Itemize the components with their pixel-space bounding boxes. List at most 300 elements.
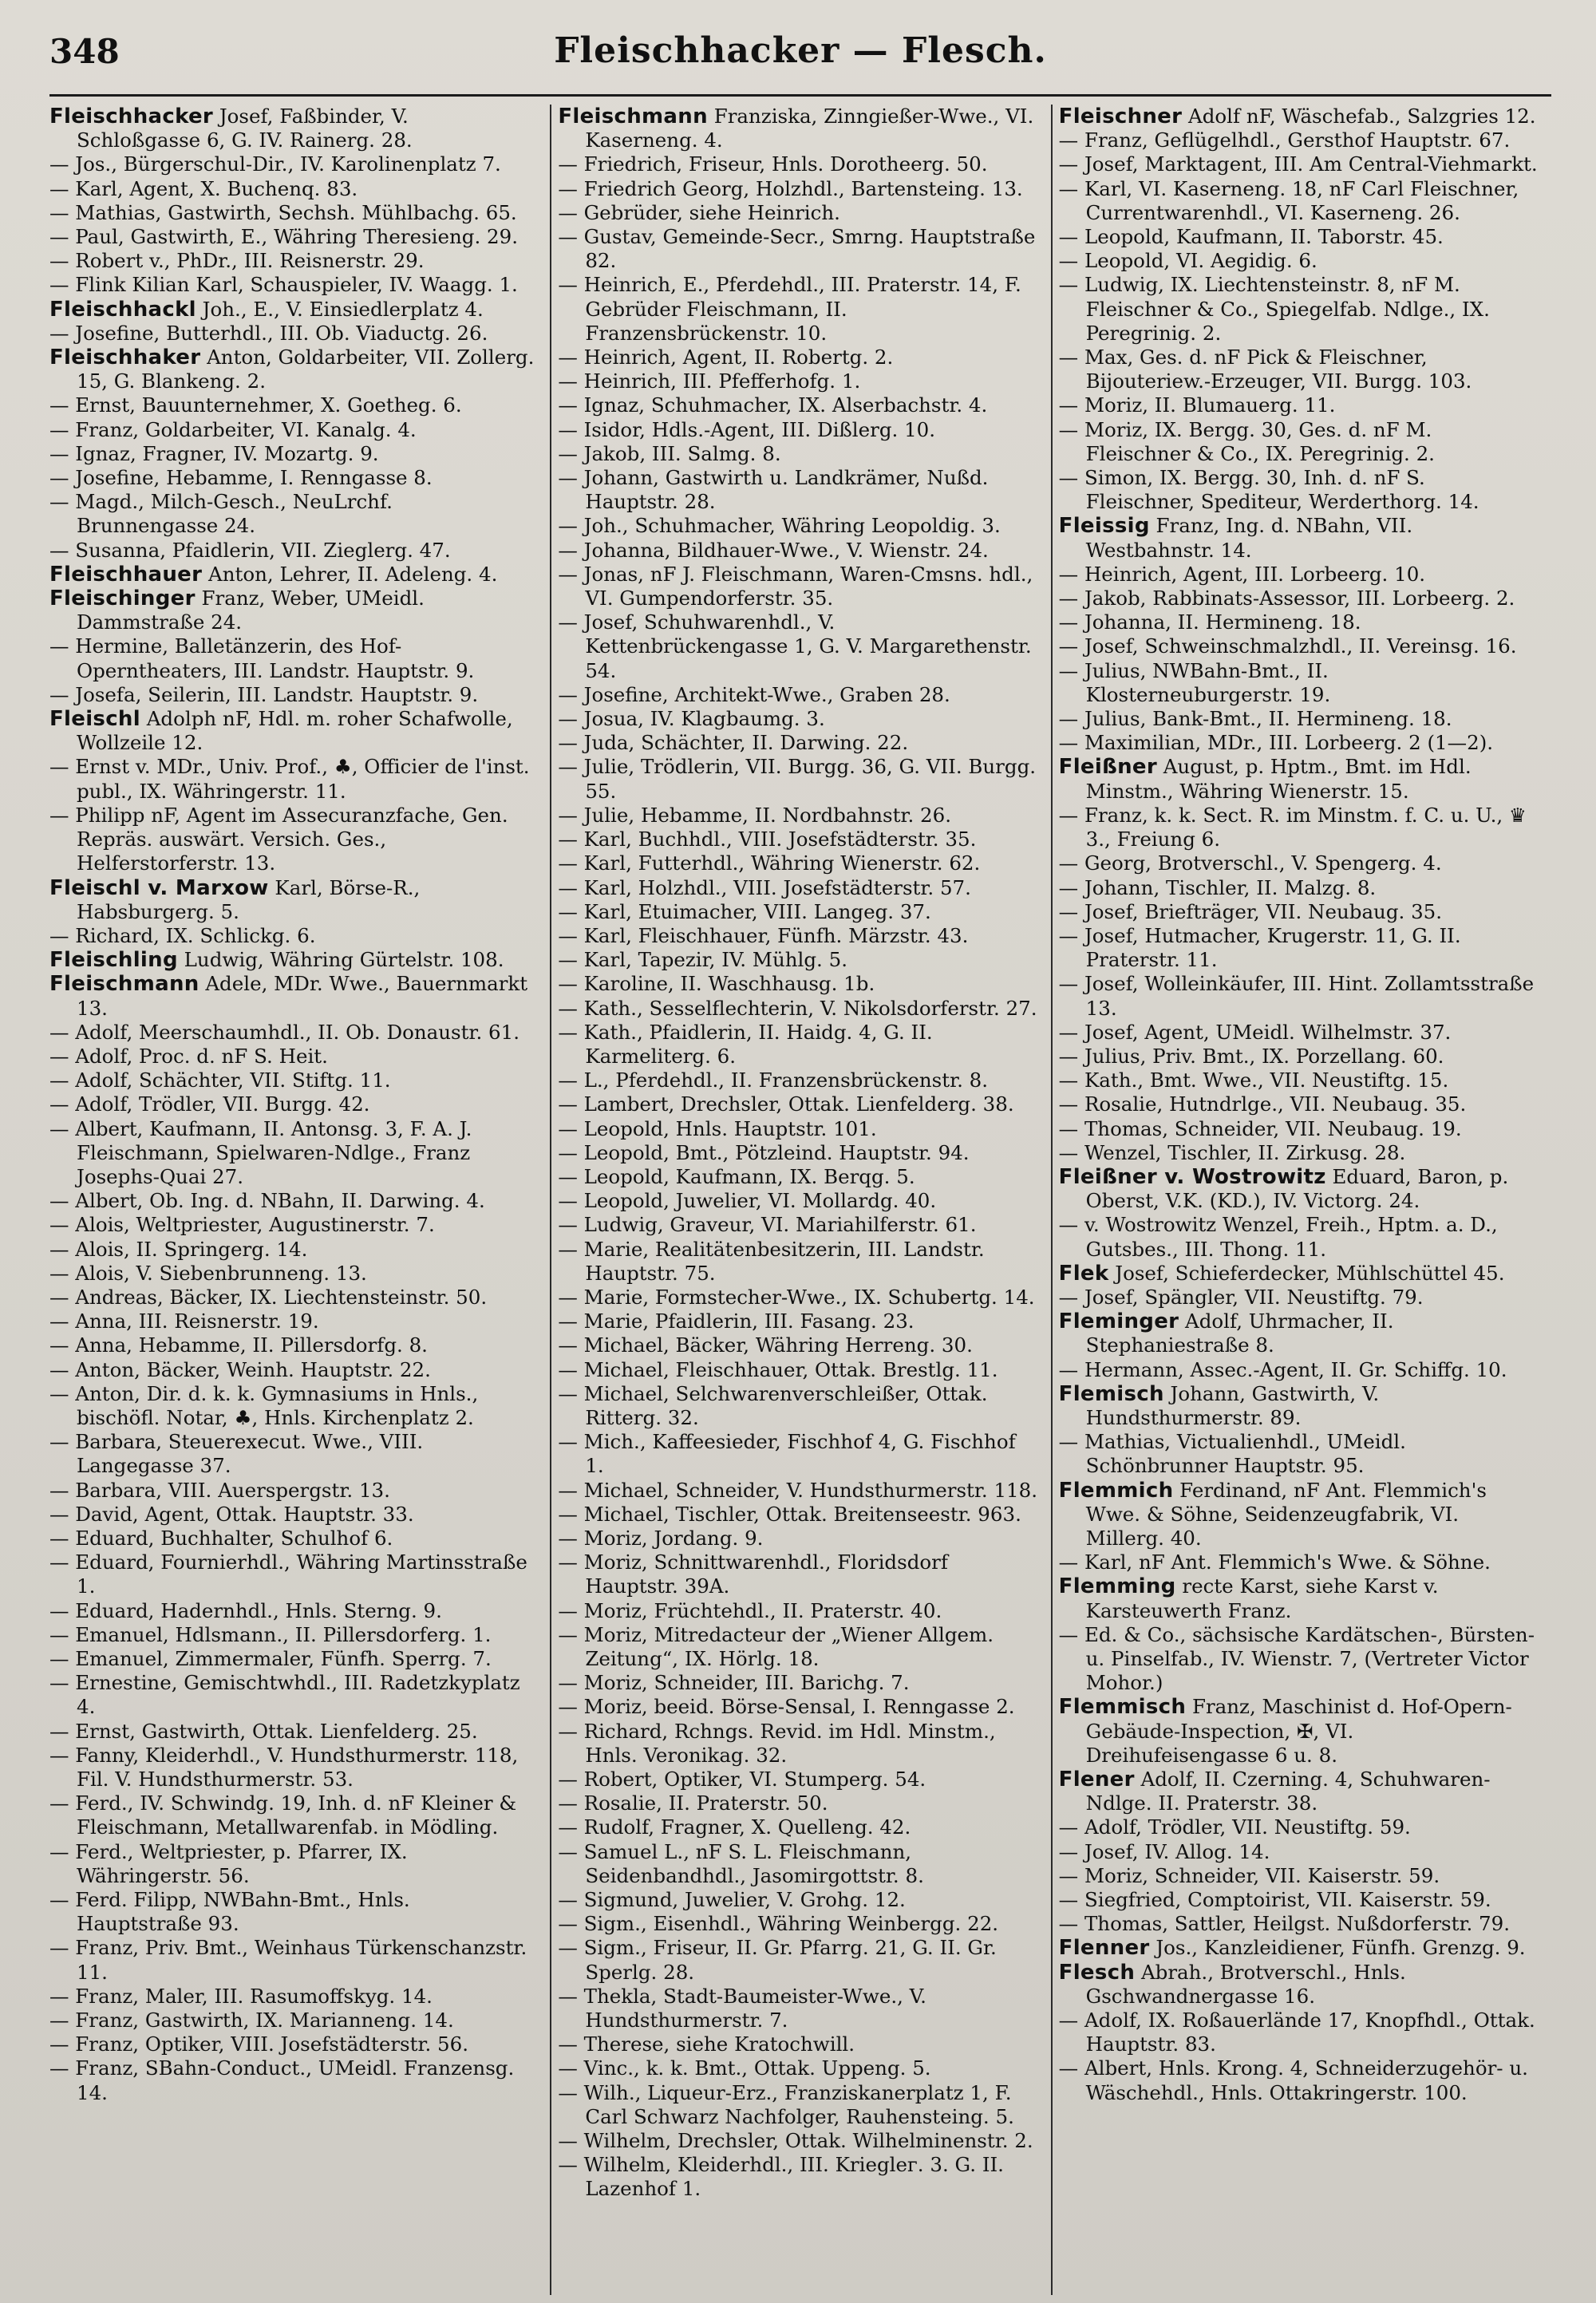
entry-text: — Josua, IV. Klagbaumg. 3. [558, 707, 825, 731]
directory-entry [558, 1430, 1037, 1478]
directory-entry [1059, 1479, 1539, 1551]
column-3 [1051, 105, 1551, 2295]
entry-text: Adele, MDr. Wwe., Bauernmarkt 13. [77, 972, 528, 1020]
entry-text: — v. Wostrowitz Wenzel, Freih., Hptm. a. D., Gutsbes., III. Thong. 11. [1058, 1213, 1498, 1261]
directory-entry [1059, 1382, 1539, 1430]
surname-heading: Fleischner [1058, 105, 1183, 128]
directory-entry [1059, 418, 1539, 466]
entry-text: — Karl, Etuimacher, VIII. Langeg. 37. [558, 899, 931, 923]
entry-text: — Anna, Hebamme, II. Pillersdorfg. 8. [49, 1333, 428, 1357]
entry-text: — L., Pferdehdl., II. Franzensbrückenstr. 8. [558, 1069, 989, 1092]
directory-entry [49, 1333, 537, 1357]
entry-text: Anton, Goldarbeiter, VII. Zollerg. 15, G. Blankeng. 2. [77, 346, 535, 393]
entry-text: — Moriz, Schneider, VII. Kaiserstr. 59. [1058, 1863, 1440, 1887]
directory-entry [49, 563, 537, 587]
column-1 [49, 105, 550, 2295]
directory-entry [558, 1720, 1037, 1768]
directory-columns [49, 105, 1551, 2295]
directory-entry [558, 1623, 1037, 1671]
entry-text: — Franz, Goldarbeiter, VI. Kanalg. 4. [49, 417, 417, 441]
directory-entry [1059, 1623, 1539, 1696]
entry-text: — Julius, Priv. Bmt., IX. Porzellang. 60. [1058, 1044, 1444, 1068]
entry-text: — Leopold, Bmt., Pötzleind. Hauptstr. 94. [558, 1140, 970, 1164]
directory-entry [49, 972, 537, 1020]
surname-heading: Flener [1058, 1768, 1135, 1792]
directory-entry [558, 1141, 1037, 1165]
entry-text: — Gustav, Gemeinde-Secr., Smrng. Hauptstraße 82. [558, 225, 1036, 273]
directory-entry [49, 1840, 537, 1888]
entry-text: — Leopold, Juwelier, VI. Mollardg. 40. [558, 1189, 937, 1213]
entry-text: Ludwig, Währing Gürtelstr. 108. [177, 948, 504, 972]
directory-entry [49, 2009, 537, 2032]
directory-entry [558, 225, 1037, 273]
directory-entry [558, 900, 1037, 924]
directory-entry [1059, 972, 1539, 1020]
surname-heading: Fleischhaker [49, 346, 201, 370]
entry-text: Adolph nF, Hdl. m. roher Schafwolle, Wollzeile 12. [77, 707, 513, 755]
column-2 [550, 105, 1050, 2295]
entry-text: Joh., E., V. Einsiedlerplatz 4. [196, 297, 484, 321]
entry-text: — Moriz, Früchtehdl., II. Praterstr. 40. [558, 1598, 942, 1622]
entry-text: — Albert, Hnls. Krong. 4, Schneiderzugehör- u. Wäschehdl., Hnls. Ottakringerstr. 100. [1058, 2056, 1528, 2104]
directory-entry [1059, 924, 1539, 972]
entry-text: — Wilhelm, Drechsler, Ottak. Wilhelminenstr. 2. [558, 2129, 1033, 2153]
directory-entry [49, 1936, 537, 1984]
directory-entry [49, 1238, 537, 1262]
entry-text: — Michael, Selchwarenverschleißer, Ottak. Ritterg. 32. [558, 1381, 988, 1429]
directory-entry [558, 1069, 1037, 1092]
entry-text: — Ferd., IV. Schwindg. 19, Inh. d. nF Kleiner & Fleischmann, Metallwarenfab. in Mödling. [49, 1791, 517, 1839]
entry-text: — Ignaz, Schuhmacher, IX. Alserbachstr. 4. [558, 393, 988, 417]
entry-text: — Johann, Gastwirth u. Landkrämer, Nußd. Hauptstr. 28. [558, 466, 989, 514]
entry-text: — Adolf, Proc. d. nF S. Heit. [49, 1044, 328, 1068]
directory-entry [1059, 225, 1539, 249]
directory-entry [49, 1117, 537, 1190]
entry-text: — Thomas, Schneider, VII. Neubaug. 19. [1058, 1116, 1462, 1140]
entry-text: — Josefine, Architekt-Wwe., Graben 28. [558, 682, 950, 706]
entry-text: — Wilh., Liqueur-Erz., Franziskanerplatz 1, F. Carl Schwarz Nachfolger, Rauhensteing. 5. [558, 2080, 1014, 2128]
entry-text: — Wenzel, Tischler, II. Zirkusg. 28. [1058, 1140, 1406, 1164]
directory-entry [1059, 514, 1539, 562]
surname-heading: Fleischhacker [49, 105, 214, 128]
entry-text: — Juda, Schächter, II. Darwing. 22. [558, 731, 909, 755]
entry-text: — Julius, Bank-Bmt., II. Hermineng. 18. [1058, 707, 1452, 731]
directory-entry [49, 876, 537, 924]
directory-entry [49, 1671, 537, 1719]
entry-text: — Flink Kilian Karl, Schauspieler, IV. Waagg. 1. [49, 273, 518, 297]
directory-entry [49, 273, 537, 297]
directory-entry [1059, 1768, 1539, 1815]
directory-entry [49, 1599, 537, 1623]
entry-text: — Johanna, Bildhauer-Wwe., V. Wienstr. 24. [558, 538, 989, 562]
entry-text: — Karoline, II. Waschhausg. 1b. [558, 972, 875, 996]
directory-entry [1059, 1262, 1539, 1286]
directory-entry [49, 804, 537, 876]
entry-text: — Kath., Sesselflechterin, V. Nikolsdorferstr. 27. [558, 996, 1037, 1020]
directory-entry [558, 610, 1037, 683]
directory-entry [49, 1069, 537, 1092]
directory-entry [49, 490, 537, 538]
entry-text: — Richard, Rchngs. Revid. im Hdl. Minstm., Hnls. Veronikag. 32. [558, 1719, 996, 1767]
entry-text: Eduard, Baron, p. Oberst, V.K. (KD.), IV. Victorg. 24. [1085, 1164, 1509, 1213]
directory-entry [1059, 152, 1539, 176]
entry-text: — Alois, II. Springerg. 14. [49, 1237, 308, 1261]
surname-heading: Flesch [1058, 1960, 1136, 1985]
directory-entry [558, 828, 1037, 851]
entry-text: — Julius, NWBahn-Bmt., II. Klosterneuburgerstr. 19. [1058, 658, 1331, 706]
entry-text: Franz, Ing. d. NBahn, VII. Westbahnstr. 14. [1085, 514, 1413, 562]
directory-entry [1059, 876, 1539, 900]
entry-text: — Thomas, Sattler, Heilgst. Nußdorferstr. 79. [1058, 1912, 1511, 1936]
entry-text: — Josef, Wolleinkäufer, III. Hint. Zollamtsstraße 13. [1058, 972, 1535, 1020]
entry-text: — Friedrich Georg, Holzhdl., Bartensteing. 13. [558, 176, 1023, 200]
directory-entry [558, 2056, 1037, 2080]
entry-text: — Marie, Pfaidlerin, III. Fasang. 23. [558, 1310, 915, 1333]
entry-text: — Jonas, nF J. Fleischmann, Waren-Cmsns. hdl., VI. Gumpendorferstr. 35. [558, 562, 1033, 610]
entry-text: — Marie, Realitätenbesitzerin, III. Landstr. Hauptstr. 75. [558, 1237, 985, 1285]
entry-text: — Wilhelm, Kleiderhdl., III. Kriegleг. 3. G. II. Lazenhof 1. [558, 2153, 1004, 2201]
entry-text: — Mathias, Victualienhdl., UMeidl. Schönbrunner Hauptstr. 95. [1058, 1430, 1406, 1478]
entry-text: — Isidor, Hdls.-Agent, III. Dißlerg. 10. [558, 417, 936, 441]
entry-text: — Emanuel, Hdlsmann., II. Pillersdorferg. 1. [49, 1622, 492, 1646]
running-head: Fleischhacker — Flesch. [554, 30, 1047, 71]
directory-entry [1059, 1092, 1539, 1116]
directory-entry [558, 972, 1037, 996]
entry-text: — Adolf, Trödler, VII. Neustiftg. 59. [1058, 1815, 1411, 1839]
directory-entry [558, 1888, 1037, 1912]
entry-text: — Heinrich, Agent, III. Lorbeerg. 10. [1058, 562, 1426, 586]
surname-heading: Fleischmann [558, 105, 708, 128]
directory-entry [1059, 1550, 1539, 1574]
directory-entry [558, 514, 1037, 538]
directory-entry [1059, 1069, 1539, 1092]
entry-text: — Ferd. Filipp, NWBahn-Bmt., Hnls. Hauptstraße 93. [49, 1888, 410, 1936]
directory-entry [558, 201, 1037, 225]
entry-text: — Karl, Futterhdl., Währing Wienerstr. 62. [558, 851, 981, 875]
entry-text: — Karl, Tapezir, IV. Mühlg. 5. [558, 948, 847, 972]
directory-entry [49, 707, 537, 755]
directory-entry [49, 1623, 537, 1647]
entry-text: — Leopold, Kaufmann, IX. Berqg. 5. [558, 1164, 915, 1188]
directory-entry [49, 442, 537, 466]
directory-entry [1059, 1117, 1539, 1141]
directory-entry [49, 587, 537, 634]
entry-text: Jos., Kanzleidiener, Fünfh. Grenzg. 9. [1149, 1936, 1526, 1960]
directory-entry [558, 1117, 1037, 1141]
directory-entry [1059, 804, 1539, 851]
surname-heading: Flemmich [1058, 1478, 1174, 1503]
entry-text: — Georg, Brotverschl., V. Spengerg. 4. [1058, 851, 1442, 875]
directory-entry [558, 393, 1037, 417]
directory-entry [558, 442, 1037, 466]
surname-heading: Fleischl [49, 707, 140, 732]
directory-entry [1059, 634, 1539, 658]
directory-entry [558, 1527, 1037, 1550]
entry-text: Franz, Weber, UMeidl. Dammstraße 24. [77, 587, 425, 634]
directory-entry [49, 1479, 537, 1503]
directory-entry [558, 997, 1037, 1021]
directory-entry [49, 346, 537, 393]
entry-text: — Karl, Holzhdl., VIII. Josefstädterstr. 57. [558, 875, 971, 899]
entry-text: — Moriz, IX. Bergg. 30, Ges. d. nF M. Fleischner & Co., IX. Peregrinig. 2. [1058, 417, 1435, 465]
entry-text: — Eduard, Hadernhdl., Hnls. Sterng. 9. [49, 1598, 442, 1622]
directory-entry [1059, 2009, 1539, 2056]
directory-entry [558, 1165, 1037, 1189]
entry-text: — Julie, Trödlerin, VII. Burgg. 36, G. VII. Burgg. 55. [558, 755, 1037, 803]
entry-text: — Franz, SBahn-Conduct., UMeidl. Franzensg. 14. [49, 2056, 515, 2104]
entry-text: — Moriz, Schneider, III. Barichg. 7. [558, 1671, 910, 1695]
directory-entry [49, 1550, 537, 1598]
directory-entry [49, 393, 537, 417]
entry-text: — Susanna, Pfaidlerin, VII. Zieglerg. 47. [49, 538, 451, 562]
entry-text: — Alois, V. Siebenbrunneng. 13. [49, 1261, 367, 1285]
directory-entry [558, 466, 1037, 514]
directory-entry [1059, 273, 1539, 346]
directory-entry [1059, 755, 1539, 803]
entry-text: — Josefine, Hebamme, I. Renngasse 8. [49, 466, 433, 490]
entry-text: — Lambert, Drechsler, Ottak. Lienfelderg. 38. [558, 1092, 1014, 1116]
entry-text: — Moriz, II. Blumauerg. 11. [1058, 393, 1336, 417]
directory-entry [49, 1092, 537, 1116]
entry-text: — Karl, Fleischhauer, Fünfh. Märzstr. 43. [558, 923, 969, 947]
directory-entry [558, 563, 1037, 610]
entry-text: — Ernestine, Gemischtwhdl., III. Radetzkyplatz 4. [49, 1671, 520, 1719]
directory-entry [1059, 128, 1539, 152]
entry-text: — Moriz, Schnittwarenhdl., Floridsdorf Hauptstr. 39A. [558, 1550, 948, 1598]
directory-entry [49, 1791, 537, 1839]
entry-text: — Fanny, Kleiderhdl., V. Hundsthurmerstr. 118, Fil. V. Hundsthurmerstr. 53. [49, 1743, 519, 1791]
surname-heading: Flemmisch [1058, 1695, 1187, 1720]
entry-text: — Thekla, Stadt-Baumeister-Wwe., V. Hundsthurmerstr. 7. [558, 1984, 926, 2032]
directory-entry [558, 1310, 1037, 1333]
directory-entry [49, 1021, 537, 1045]
entry-text: — Karl, VI. Kaserneng. 18, nF Carl Fleischner, Currentwarenhdl., VI. Kaserneng. 26. [1058, 176, 1519, 224]
entry-text: — Moriz, beeid. Börse-Sensal, I. Renngasse 2. [558, 1695, 1015, 1719]
directory-entry [49, 152, 537, 176]
entry-text: — Therese, siehe Kratochwill. [558, 2032, 855, 2056]
directory-entry [558, 1599, 1037, 1623]
directory-entry [49, 1647, 537, 1671]
directory-entry [49, 201, 537, 225]
directory-entry [558, 1936, 1037, 1984]
directory-entry [49, 177, 537, 201]
entry-text: — Ed. & Co., sächsische Kardätschen-, Bürsten- u. Pinselfab., IV. Wienstr. 7, (Vertreter Victor Mohor.) [1058, 1622, 1535, 1695]
directory-entry [49, 1358, 537, 1382]
entry-text: — Karl, Buchhdl., VIII. Josefstädterstr. 35. [558, 828, 977, 851]
entry-text: — Heinrich, III. Pfefferhofg. 1. [558, 369, 861, 393]
entry-text: — Adolf, IX. Roßauerlände 17, Knopfhdl., Ottak. Hauptstr. 83. [1058, 2009, 1535, 2056]
entry-text: — David, Agent, Ottak. Hauptstr. 33. [49, 1502, 414, 1526]
entry-text: — Anna, III. Reisnerstr. 19. [49, 1310, 319, 1333]
directory-entry [558, 1238, 1037, 1286]
directory-entry [1059, 563, 1539, 587]
directory-entry [558, 948, 1037, 972]
entry-text: — Michael, Fleischhauer, Ottak. Brestlg. 11. [558, 1357, 998, 1381]
entry-text: — Josef, Briefträger, VII. Neubaug. 35. [1058, 899, 1443, 923]
entry-text: — Magd., Milch-Gesch., NeuLrchf. Brunnengasse 24. [49, 490, 393, 538]
entry-text: — Adolf, Trödler, VII. Burgg. 42. [49, 1092, 370, 1116]
directory-entry [1059, 393, 1539, 417]
directory-entry [49, 418, 537, 442]
directory-entry [49, 948, 537, 972]
directory-entry [49, 225, 537, 249]
directory-entry [49, 1720, 537, 1744]
entry-text: — Philipp nF, Agent im Assecuranzfache, Gen. Repräs. auswärt. Versich. Ges., Helferstorferstr. 13. [49, 803, 508, 875]
directory-entry [558, 2153, 1037, 2201]
entry-text: — Adolf, Meerschaumhdl., II. Ob. Donaustr. 61. [49, 1020, 519, 1044]
directory-entry [1059, 1695, 1539, 1768]
surname-heading: Fleminger [1058, 1310, 1179, 1334]
surname-heading: Fleissig [1058, 514, 1150, 539]
entry-text: — Barbara, VIII. Auerspergstr. 13. [49, 1478, 390, 1502]
directory-entry [558, 2081, 1037, 2129]
directory-entry [1059, 659, 1539, 707]
entry-text: — Franz, Maler, III. Rasumoffskyg. 14. [49, 1984, 433, 2008]
directory-entry [1059, 1358, 1539, 1382]
surname-heading: Flenner [1058, 1936, 1150, 1961]
entry-text: — Moriz, Mitredacteur der „Wiener Allgem. Zeitung“, IX. Hörlg. 18. [558, 1622, 994, 1670]
entry-text: Adolf, II. Czerning. 4, Schuhwaren-Ndlge. II. Praterstr. 38. [1085, 1768, 1491, 1815]
directory-entry [49, 1045, 537, 1069]
directory-entry [1059, 610, 1539, 634]
directory-entry [1059, 1286, 1539, 1310]
entry-text: — Ernst v. MDr., Univ. Prof., ♣, Officier de l'inst. publ., IX. Währingerstr. 11. [49, 755, 530, 803]
directory-entry [1059, 1840, 1539, 1864]
entry-text: — Karl, Agent, X. Buchenq. 83. [49, 176, 358, 200]
entry-text: — Leopold, Hnls. Hauptstr. 101. [558, 1116, 877, 1140]
directory-entry [558, 755, 1037, 803]
entry-text: — Sigmund, Juwelier, V. Grohg. 12. [558, 1888, 906, 1912]
directory-entry [1059, 1310, 1539, 1357]
directory-entry [558, 1503, 1037, 1527]
directory-entry [558, 1189, 1037, 1213]
entry-text: Anton, Lehrer, II. Adeleng. 4. [202, 562, 498, 586]
directory-entry [49, 924, 537, 948]
entry-text: — Vinc., k. k. Bmt., Ottak. Uppeng. 5. [558, 2056, 931, 2080]
directory-entry [558, 418, 1037, 442]
page-header [49, 30, 1551, 97]
directory-entry [558, 346, 1037, 369]
directory-entry [558, 2032, 1037, 2056]
entry-text: — Maximilian, MDr., III. Lorbeerg. 2 (1—2). [1058, 731, 1494, 755]
entry-text: — Heinrich, Agent, II. Robertg. 2. [558, 346, 894, 369]
directory-entry [558, 1021, 1037, 1069]
entry-text: recte Karst, siehe Karst v. Karsteuwerth Franz. [1085, 1574, 1439, 1622]
directory-entry [558, 1286, 1037, 1310]
entry-text: Franz, Maschinist d. Hof-Opern-Gebäude-Inspection, ✠, VI. Dreihufeisengasse 6 u. 8. [1085, 1695, 1512, 1767]
directory-entry [558, 1791, 1037, 1815]
entry-text: — Heinrich, E., Pferdehdl., III. Praterstr. 14, F. Gebrüder Fleischmann, II. Franzensbrückenstr. 10. [558, 273, 1021, 345]
entry-text: — Josef, Schuhwarenhdl., V. Kettenbrückengasse 1, G. V. Margarethenstr. 54. [558, 610, 1032, 682]
entry-text: Josef, Faßbinder, V. Schloßgasse 6, G. IV. Rainerg. 28. [77, 105, 413, 152]
directory-entry [49, 683, 537, 707]
surname-heading: Flek [1058, 1261, 1109, 1286]
entry-text: — Hermann, Assec.-Agent, II. Gr. Schiffg. 10. [1058, 1357, 1507, 1381]
directory-entry [558, 1092, 1037, 1116]
entry-text: — Sigm., Friseur, II. Gr. Pfarrg. 21, G. II. Gr. Sperlg. 28. [558, 1936, 997, 1984]
entry-text: — Siegfried, Comptoirist, VII. Kaiserstr. 59. [1058, 1888, 1491, 1912]
directory-entry [558, 1815, 1037, 1839]
directory-entry [558, 876, 1037, 900]
entry-text: — Kath., Pfaidlerin, II. Haidg. 4, G. II. Karmeliterg. 6. [558, 1020, 933, 1068]
surname-heading: Fleißner [1058, 755, 1157, 780]
directory-entry [558, 1671, 1037, 1695]
entry-text: — Rosalie, Hutndrlge., VII. Neubaug. 35. [1058, 1092, 1467, 1116]
directory-entry [558, 1768, 1037, 1791]
entry-text: — Josefa, Seilerin, III. Landstr. Hauptstr. 9. [49, 682, 479, 706]
entry-text: — Alois, Weltpriester, Augustinerstr. 7. [49, 1213, 435, 1237]
directory-entry [1059, 1430, 1539, 1478]
directory-entry [49, 105, 537, 152]
directory-entry [558, 1479, 1037, 1503]
entry-text: — Albert, Kaufmann, II. Antonsg. 3, F. A. J. Fleischmann, Spielwaren-Ndlge., Franz Josephs-Quai 27. [49, 1116, 472, 1188]
directory-entry [558, 273, 1037, 346]
entry-text: Josef, Schieferdecker, Mühlschüttel 45. [1108, 1261, 1505, 1285]
entry-text: — Franz, Optiker, VIII. Josefstädterstr. 56. [49, 2032, 469, 2056]
directory-entry [49, 298, 537, 322]
entry-text: — Michael, Schneider, V. Hundsthurmerstr. 118. [558, 1478, 1038, 1502]
entry-text: — Josef, Agent, UMeidl. Wilhelmstr. 37. [1058, 1020, 1452, 1044]
entry-text: Ferdinand, nF Ant. Flemmich's Wwe. & Söhne, Seidenzeugfabrik, VI. Millerg. 40. [1085, 1478, 1487, 1550]
directory-entry [49, 1503, 537, 1527]
directory-entry [558, 804, 1037, 828]
entry-text: — Samuel L., nF S. L. Fleischmann, Seidenbandhdl., Jasomirgottstr. 8. [558, 1839, 924, 1887]
directory-entry [49, 1527, 537, 1550]
directory-entry [49, 755, 537, 803]
directory-entry [558, 177, 1037, 201]
entry-text: — Simon, IX. Bergg. 30, Inh. d. nF S. Fleischner, Spediteur, Werderthorg. 14. [1058, 466, 1479, 514]
entry-text: — Barbara, Steuerexecut. Wwe., VIII. Langegasse 37. [49, 1430, 424, 1478]
entry-text: Karl, Börse-R., Habsburgerg. 5. [77, 875, 421, 923]
directory-entry [49, 466, 537, 490]
directory-entry [1059, 1574, 1539, 1622]
entry-text: — Gebrüder, siehe Heinrich. [558, 200, 840, 224]
directory-entry [1059, 1936, 1539, 1960]
entry-text: — Johann, Tischler, II. Malzg. 8. [1058, 875, 1377, 899]
entry-text: — Paul, Gastwirth, E., Währing Theresieng. 29. [49, 225, 519, 249]
directory-entry [558, 1985, 1037, 2032]
directory-entry [558, 152, 1037, 176]
directory-entry [1059, 2056, 1539, 2104]
entry-text: — Michael, Tischler, Ottak. Breitenseestr. 963. [558, 1502, 1021, 1526]
entry-text: — Josef, Hutmacher, Krugerstr. 11, G. II. Praterstr. 11. [1058, 923, 1461, 972]
entry-text: — Ernst, Gastwirth, Ottak. Lienfelderg. 25. [49, 1719, 478, 1743]
directory-entry [558, 1213, 1037, 1237]
entry-text: — Friedrich, Friseur, Hnls. Dorotheerg. 50. [558, 152, 988, 176]
surname-heading: Fleißner v. Wostrowitz [1058, 1164, 1326, 1189]
directory-entry [49, 1262, 537, 1286]
entry-text: — Josef, Marktagent, III. Am Central-Viehmarkt. [1058, 152, 1538, 176]
directory-entry [1059, 1888, 1539, 1912]
entry-text: — Anton, Dir. d. k. k. Gymnasiums in Hnls., bischöfl. Notar, ♣, Hnls. Kirchenplatz 2. [49, 1381, 479, 1429]
directory-entry [558, 1382, 1037, 1430]
directory-entry [49, 2032, 537, 2056]
surname-heading: Flemming [1058, 1574, 1176, 1599]
directory-entry [1059, 1021, 1539, 1045]
page-number: 348 [49, 32, 120, 71]
directory-entry [558, 731, 1037, 755]
directory-entry [1059, 707, 1539, 731]
directory-entry [558, 1840, 1037, 1888]
entry-text: — Eduard, Buchhalter, Schulhof 6. [49, 1526, 393, 1550]
directory-entry [1059, 346, 1539, 393]
entry-text: — Leopold, Kaufmann, II. Taborstr. 45. [1058, 225, 1444, 249]
entry-text: — Robert, Optiker, VI. Stumperg. 54. [558, 1768, 926, 1791]
directory-entry [49, 249, 537, 273]
directory-entry [558, 924, 1037, 948]
directory-entry [49, 539, 537, 563]
entry-text: — Ernst, Bauunternehmer, X. Goetheg. 6. [49, 393, 462, 417]
